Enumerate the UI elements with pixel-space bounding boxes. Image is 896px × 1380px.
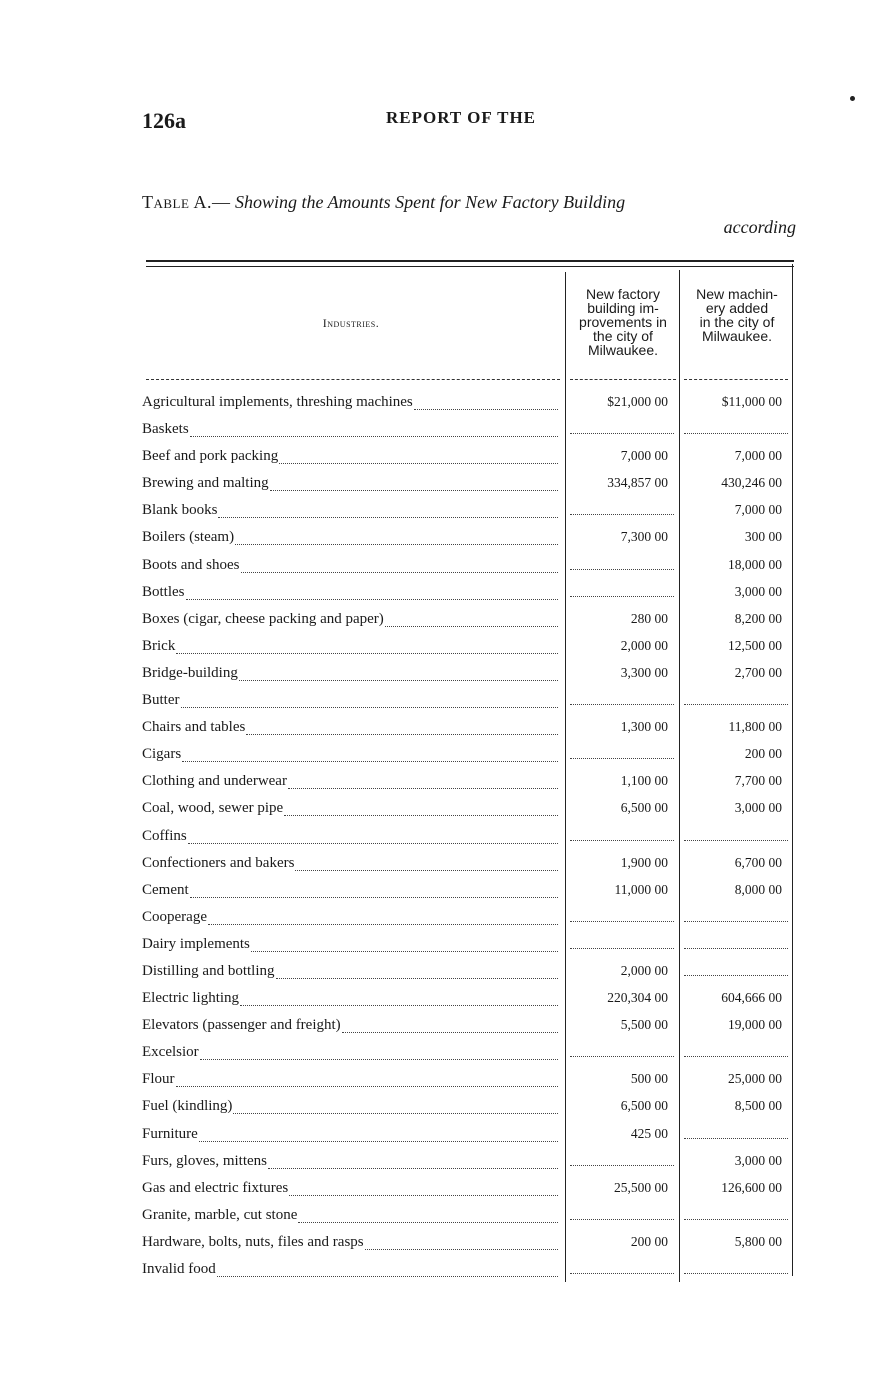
leader-dots bbox=[295, 870, 558, 871]
building-value-cell: 280 00 bbox=[630, 610, 668, 626]
header-rule bbox=[570, 379, 676, 380]
table-row bbox=[142, 417, 794, 444]
industry-label: Distilling and bottling bbox=[142, 962, 275, 979]
leader-dots bbox=[288, 788, 558, 789]
industry-cell bbox=[142, 773, 560, 793]
table-row bbox=[142, 905, 794, 932]
building-value-cell bbox=[570, 1044, 674, 1057]
leader-dots bbox=[176, 1086, 558, 1087]
building-value-cell: 3,300 00 bbox=[620, 664, 668, 680]
machinery-value-cell: 604,666 00 bbox=[721, 990, 782, 1006]
industry-cell bbox=[142, 421, 560, 441]
machinery-value-cell: 7,000 00 bbox=[734, 502, 782, 518]
table-row bbox=[142, 607, 794, 634]
industry-cell bbox=[142, 1234, 560, 1254]
machinery-value-cell: 126,600 00 bbox=[721, 1179, 782, 1195]
leader-dots bbox=[239, 680, 558, 681]
leader-dots bbox=[268, 1168, 558, 1169]
table-row bbox=[142, 390, 794, 417]
industry-label: Hardware, bolts, nuts, files and rasps bbox=[142, 1233, 364, 1250]
industry-label: Coal, wood, sewer pipe bbox=[142, 800, 284, 817]
industry-cell bbox=[142, 855, 560, 875]
industry-cell bbox=[142, 1261, 560, 1281]
leader-dots bbox=[284, 815, 558, 816]
table-row bbox=[142, 688, 794, 715]
industry-cell bbox=[142, 746, 560, 766]
table-row bbox=[142, 525, 794, 552]
machinery-value-cell: 8,000 00 bbox=[734, 881, 782, 897]
machinery-value-cell: 430,246 00 bbox=[721, 475, 782, 491]
leader-dots bbox=[365, 1249, 558, 1250]
industry-cell bbox=[142, 475, 560, 495]
industry-label: Gas and electric fixtures bbox=[142, 1179, 289, 1196]
table-row bbox=[142, 1203, 794, 1230]
data-table bbox=[142, 260, 794, 1280]
building-value-cell: 1,300 00 bbox=[620, 719, 668, 735]
table-row bbox=[142, 634, 794, 661]
table-row bbox=[142, 1230, 794, 1257]
table-row bbox=[142, 1040, 794, 1067]
table-row bbox=[142, 851, 794, 878]
industry-cell bbox=[142, 529, 560, 549]
building-value-cell: 7,000 00 bbox=[620, 448, 668, 464]
leader-dots bbox=[289, 1195, 558, 1196]
leader-dots bbox=[385, 626, 558, 627]
industry-label: Butter bbox=[142, 692, 180, 709]
table-row bbox=[142, 878, 794, 905]
building-value-cell bbox=[570, 828, 674, 841]
machinery-value-cell bbox=[684, 963, 788, 976]
leader-dots bbox=[235, 544, 558, 545]
header-line: New machin- bbox=[696, 286, 778, 302]
leader-dots bbox=[233, 1113, 558, 1114]
header-rule bbox=[684, 379, 788, 380]
header-line: building im- bbox=[587, 300, 659, 316]
industry-label: Flour bbox=[142, 1071, 175, 1088]
machinery-value-cell: 11,800 00 bbox=[728, 719, 782, 735]
caption-title: Showing the Amounts Spent for New Factory Building bbox=[234, 192, 626, 212]
machinery-value-cell: 300 00 bbox=[744, 529, 782, 545]
building-value-cell: 11,000 00 bbox=[614, 881, 668, 897]
machinery-value-cell: 7,700 00 bbox=[734, 773, 782, 789]
building-value-cell: 2,000 00 bbox=[620, 962, 668, 978]
machinery-value-cell: 5,800 00 bbox=[734, 1233, 782, 1249]
leader-dots bbox=[186, 599, 558, 600]
industry-label: Granite, marble, cut stone bbox=[142, 1206, 298, 1223]
leader-dots bbox=[181, 707, 559, 708]
machinery-value-cell bbox=[684, 936, 788, 949]
industry-cell bbox=[142, 1071, 560, 1091]
table-row bbox=[142, 1013, 794, 1040]
industry-label: Chairs and tables bbox=[142, 719, 246, 736]
caption-continuation: according bbox=[723, 217, 796, 237]
leader-dots bbox=[190, 897, 558, 898]
table-row bbox=[142, 824, 794, 851]
building-value-cell bbox=[570, 502, 674, 515]
industry-label: Brewing and malting bbox=[142, 475, 269, 492]
leader-dots bbox=[217, 1276, 558, 1277]
header-line: provements in bbox=[579, 314, 667, 330]
machinery-value-cell: 6,700 00 bbox=[734, 854, 782, 870]
machinery-value-cell: 12,500 00 bbox=[728, 637, 782, 653]
building-value-cell bbox=[570, 557, 674, 570]
leader-dots bbox=[241, 572, 559, 573]
industry-label: Cooperage bbox=[142, 908, 207, 925]
industry-label: Beef and pork packing bbox=[142, 448, 279, 465]
leader-dots bbox=[298, 1222, 558, 1223]
ink-mark bbox=[850, 96, 855, 101]
machinery-value-cell: 18,000 00 bbox=[728, 556, 782, 572]
table-row bbox=[142, 580, 794, 607]
machinery-value-cell: 8,500 00 bbox=[734, 1098, 782, 1114]
leader-dots bbox=[218, 517, 558, 518]
machinery-value-cell bbox=[684, 1207, 788, 1220]
table-row bbox=[142, 796, 794, 823]
building-value-cell: 7,300 00 bbox=[620, 529, 668, 545]
building-value-cell: 2,000 00 bbox=[620, 637, 668, 653]
industry-label: Dairy implements bbox=[142, 935, 250, 952]
table-row bbox=[142, 769, 794, 796]
machinery-value-cell: 7,000 00 bbox=[734, 448, 782, 464]
building-value-cell bbox=[570, 1153, 674, 1166]
industry-label: Brick bbox=[142, 637, 176, 654]
machinery-value-cell bbox=[684, 909, 788, 922]
machinery-value-cell: 19,000 00 bbox=[728, 1017, 782, 1033]
industry-label: Blank books bbox=[142, 502, 218, 519]
industry-label: Baskets bbox=[142, 421, 189, 438]
building-value-cell: 6,500 00 bbox=[620, 1098, 668, 1114]
table-row bbox=[142, 1149, 794, 1176]
table-row bbox=[142, 444, 794, 471]
column-header-industries: Industries. bbox=[322, 316, 380, 330]
machinery-value-cell: 8,200 00 bbox=[734, 610, 782, 626]
building-value-cell: 5,500 00 bbox=[620, 1017, 668, 1033]
table-row bbox=[142, 986, 794, 1013]
table-row bbox=[142, 1122, 794, 1149]
leader-dots bbox=[208, 924, 558, 925]
industry-label: Invalid food bbox=[142, 1261, 216, 1277]
industry-label: Boots and shoes bbox=[142, 556, 240, 573]
building-value-cell bbox=[570, 909, 674, 922]
table-row bbox=[142, 1176, 794, 1203]
industry-cell bbox=[142, 1126, 560, 1146]
table-caption bbox=[142, 190, 796, 240]
industry-cell bbox=[142, 1044, 560, 1064]
building-value-cell bbox=[570, 1207, 674, 1220]
leader-dots bbox=[200, 1059, 558, 1060]
leader-dots bbox=[246, 734, 558, 735]
leader-dots bbox=[176, 653, 558, 654]
industry-label: Cement bbox=[142, 881, 189, 898]
industry-label: Coffins bbox=[142, 827, 187, 844]
machinery-value-cell bbox=[684, 828, 788, 841]
industry-cell bbox=[142, 1153, 560, 1173]
leader-dots bbox=[240, 1005, 558, 1006]
industry-label: Agricultural implements, threshing machines bbox=[142, 394, 413, 410]
header-line: Milwaukee. bbox=[701, 328, 773, 344]
column-header-machinery bbox=[682, 287, 792, 343]
machinery-value-cell: 25,000 00 bbox=[728, 1071, 782, 1087]
caption-label: Table A.— bbox=[142, 192, 231, 212]
industry-cell bbox=[142, 665, 560, 685]
machinery-value-cell bbox=[684, 1044, 788, 1057]
table-row bbox=[142, 715, 794, 742]
building-value-cell bbox=[570, 936, 674, 949]
machinery-value-cell: 200 00 bbox=[744, 746, 782, 762]
building-value-cell bbox=[570, 746, 674, 759]
industry-cell bbox=[142, 557, 560, 577]
industry-cell bbox=[142, 584, 560, 604]
industry-cell bbox=[142, 502, 560, 522]
machinery-value-cell: 3,000 00 bbox=[734, 1152, 782, 1168]
header-line: New factory bbox=[586, 286, 660, 302]
table-row bbox=[142, 661, 794, 688]
leader-dots bbox=[199, 1141, 558, 1142]
table-row bbox=[142, 1094, 794, 1121]
industry-label: Electric lighting bbox=[142, 990, 240, 1007]
machinery-value-cell bbox=[684, 1261, 788, 1274]
industry-cell bbox=[142, 719, 560, 739]
machinery-value-cell bbox=[684, 692, 788, 705]
industry-cell bbox=[142, 882, 560, 902]
leader-dots bbox=[414, 409, 558, 410]
machinery-value-cell: $11,000 00 bbox=[721, 394, 782, 409]
industry-cell bbox=[142, 394, 560, 414]
industry-label: Excelsior bbox=[142, 1044, 199, 1061]
leader-dots bbox=[276, 978, 558, 979]
industry-label: Furniture bbox=[142, 1125, 198, 1142]
table-row bbox=[142, 498, 794, 525]
industry-label: Boxes (cigar, cheese packing and paper) bbox=[142, 610, 384, 627]
leader-dots bbox=[279, 463, 558, 464]
header-line: the city of bbox=[593, 328, 653, 344]
building-value-cell: 6,500 00 bbox=[620, 800, 668, 816]
table-top-rule bbox=[146, 260, 794, 262]
industry-cell bbox=[142, 800, 560, 820]
industry-label: Elevators (passenger and freight) bbox=[142, 1017, 341, 1034]
building-value-cell bbox=[570, 692, 674, 705]
industry-label: Clothing and underwear bbox=[142, 773, 287, 790]
industry-cell bbox=[142, 909, 560, 929]
industry-label: Bridge-building bbox=[142, 664, 238, 681]
industry-cell bbox=[142, 828, 560, 848]
machinery-value-cell: 3,000 00 bbox=[734, 800, 782, 816]
industry-cell bbox=[142, 1098, 560, 1118]
industry-cell bbox=[142, 638, 560, 658]
header-rule bbox=[146, 379, 560, 380]
industry-label: Furs, gloves, mittens bbox=[142, 1152, 268, 1169]
industry-cell bbox=[142, 936, 560, 956]
machinery-value-cell bbox=[684, 421, 788, 434]
building-value-cell bbox=[570, 1261, 674, 1274]
leader-dots bbox=[342, 1032, 558, 1033]
column-header-building bbox=[568, 287, 678, 357]
building-value-cell: 220,304 00 bbox=[607, 990, 668, 1006]
building-value-cell bbox=[570, 584, 674, 597]
table-row bbox=[142, 1067, 794, 1094]
machinery-value-cell bbox=[684, 1126, 788, 1139]
leader-dots bbox=[182, 761, 558, 762]
industry-label: Fuel (kindling) bbox=[142, 1098, 233, 1115]
building-value-cell: 334,857 00 bbox=[607, 475, 668, 491]
industry-cell bbox=[142, 448, 560, 468]
industry-label: Confectioners and bakers bbox=[142, 854, 295, 871]
table-top-rule-thin bbox=[146, 266, 794, 267]
header-line: in the city of bbox=[699, 314, 775, 330]
table-row bbox=[142, 932, 794, 959]
industry-cell bbox=[142, 990, 560, 1010]
industry-label: Bottles bbox=[142, 583, 185, 600]
building-value-cell: 25,500 00 bbox=[614, 1179, 668, 1195]
building-value-cell bbox=[570, 421, 674, 434]
table-row bbox=[142, 471, 794, 498]
table-body bbox=[142, 390, 794, 1284]
industry-cell bbox=[142, 1180, 560, 1200]
industry-cell bbox=[142, 1017, 560, 1037]
building-value-cell: $21,000 00 bbox=[607, 394, 668, 409]
running-head: REPORT OF THE bbox=[386, 108, 537, 127]
building-value-cell: 1,900 00 bbox=[620, 854, 668, 870]
leader-dots bbox=[190, 436, 558, 437]
table-row bbox=[142, 1257, 794, 1284]
header-line: Milwaukee. bbox=[587, 342, 659, 358]
industry-label: Cigars bbox=[142, 746, 182, 763]
building-value-cell: 425 00 bbox=[630, 1125, 668, 1141]
building-value-cell: 500 00 bbox=[630, 1071, 668, 1087]
machinery-value-cell: 3,000 00 bbox=[734, 583, 782, 599]
industry-cell bbox=[142, 1207, 560, 1227]
machinery-value-cell: 2,700 00 bbox=[734, 664, 782, 680]
industry-cell bbox=[142, 692, 560, 712]
industry-cell bbox=[142, 611, 560, 631]
industry-label: Boilers (steam) bbox=[142, 529, 235, 546]
building-value-cell: 200 00 bbox=[630, 1233, 668, 1249]
table-row bbox=[142, 553, 794, 580]
leader-dots bbox=[251, 951, 558, 952]
leader-dots bbox=[270, 490, 558, 491]
building-value-cell: 1,100 00 bbox=[620, 773, 668, 789]
table-row bbox=[142, 959, 794, 986]
leader-dots bbox=[188, 843, 558, 844]
page-number: 126a bbox=[142, 108, 186, 133]
header-line: ery added bbox=[705, 300, 769, 316]
industry-cell bbox=[142, 963, 560, 983]
table-row bbox=[142, 742, 794, 769]
